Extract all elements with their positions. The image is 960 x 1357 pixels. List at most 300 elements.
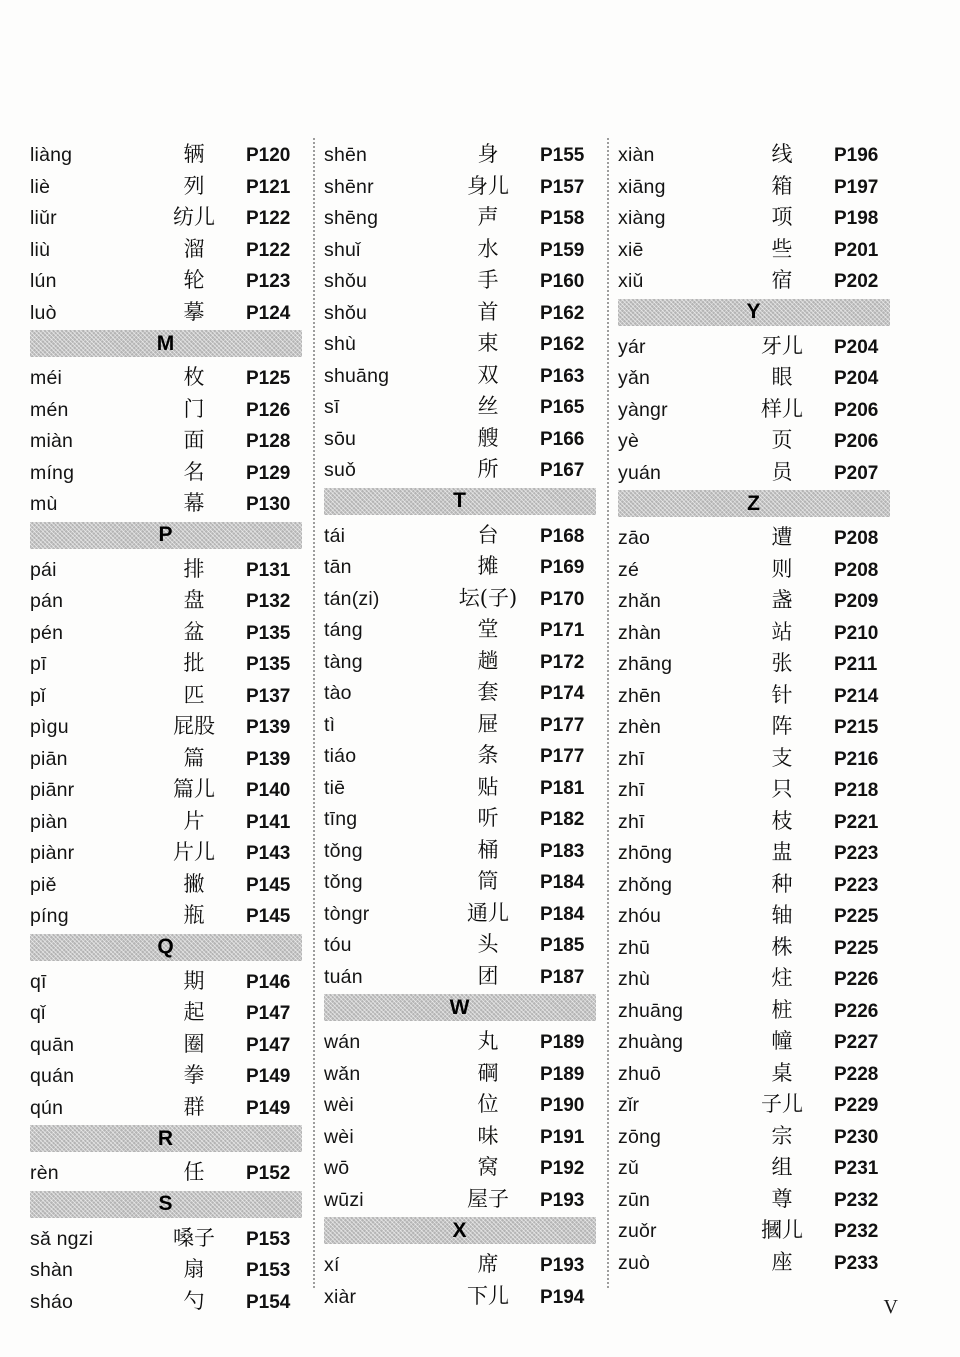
entry-hanzi: 起 — [183, 1000, 205, 1024]
index-entry-row[interactable] — [324, 233, 596, 265]
entry-page-number[interactable]: P197 — [834, 176, 879, 198]
entry-page-number[interactable]: P177 — [540, 714, 585, 736]
index-entry-row[interactable] — [324, 1025, 596, 1057]
index-entry-row[interactable] — [324, 201, 596, 233]
entry-page-number[interactable]: P145 — [246, 906, 291, 927]
entry-page-number[interactable]: P172 — [540, 651, 585, 673]
letter-section-header — [324, 488, 596, 515]
entry-hanzi: 盘 — [183, 588, 205, 612]
index-entry-row[interactable] — [30, 233, 302, 265]
entry-page-number[interactable]: P158 — [540, 208, 585, 229]
entry-hanzi: 宗 — [771, 1123, 793, 1148]
entry-pinyin: píng — [30, 905, 69, 927]
index-entry-row[interactable] — [324, 771, 596, 803]
index-entry-row[interactable] — [30, 361, 302, 393]
entry-page-number[interactable]: P182 — [540, 809, 585, 830]
index-entry-row[interactable] — [618, 201, 890, 233]
entry-pinyin: tiē — [324, 776, 346, 799]
entry-page-number[interactable]: P184 — [540, 872, 585, 893]
index-entry-row[interactable] — [30, 1091, 302, 1123]
index-entry-row[interactable] — [618, 361, 890, 393]
entry-page-number[interactable]: P204 — [834, 336, 879, 358]
entry-page-number[interactable]: P208 — [834, 559, 879, 581]
index-entry-row[interactable] — [30, 836, 302, 868]
entry-hanzi: 轴 — [771, 903, 793, 927]
entry-page-number[interactable]: P147 — [246, 1034, 291, 1056]
entry-page-number[interactable]: P214 — [834, 685, 879, 707]
index-entry-row[interactable] — [618, 994, 890, 1026]
entry-page-number[interactable]: P128 — [246, 431, 291, 452]
entry-page-number[interactable]: P211 — [834, 654, 878, 675]
letter-section-label: X — [452, 1218, 468, 1242]
letter-section-label: Q — [157, 935, 175, 958]
entry-hanzi: 项 — [771, 205, 793, 229]
entry-hanzi: 门 — [183, 396, 205, 421]
entry-page-number[interactable]: P132 — [246, 591, 291, 612]
entry-pinyin: xiàr — [324, 1285, 357, 1308]
index-entry-row[interactable] — [30, 584, 302, 616]
entry-page-number[interactable]: P163 — [540, 365, 585, 387]
entry-page-number[interactable]: P223 — [834, 874, 879, 896]
entry-pinyin: yuán — [618, 461, 662, 484]
index-entry-row[interactable] — [324, 1280, 596, 1312]
entry-pinyin: qī — [30, 970, 47, 993]
entry-page-number[interactable]: P209 — [834, 591, 879, 612]
index-entry-row[interactable] — [618, 521, 890, 553]
entry-page-number[interactable]: P231 — [834, 1158, 879, 1179]
entry-hanzi: 匹 — [183, 682, 205, 707]
letter-section-header — [30, 330, 302, 357]
index-entry-row[interactable] — [30, 456, 302, 488]
entry-pinyin: zǔ — [618, 1157, 639, 1179]
index-entry-row[interactable] — [618, 330, 890, 362]
entry-hanzi: 阵 — [771, 714, 793, 738]
letter-section-header — [30, 1191, 302, 1218]
entry-pinyin: wǎn — [324, 1062, 361, 1085]
entry-page-number[interactable]: P225 — [834, 906, 879, 927]
entry-pinyin: zhī — [618, 779, 645, 801]
index-entry-row[interactable] — [30, 996, 302, 1028]
column-separator — [596, 138, 618, 1298]
entry-hanzi: 株 — [771, 934, 793, 959]
index-entry-row[interactable] — [324, 928, 596, 960]
entry-page-number[interactable]: P192 — [540, 1158, 585, 1179]
index-entry-row[interactable] — [324, 138, 596, 170]
entry-page-number[interactable]: P225 — [834, 937, 879, 959]
index-entry-row[interactable] — [324, 1120, 596, 1152]
entry-page-number[interactable]: P146 — [246, 971, 291, 993]
index-entry-row[interactable] — [30, 138, 302, 170]
index-entry-row[interactable] — [618, 1183, 890, 1215]
entry-page-number[interactable]: P223 — [834, 843, 879, 864]
entry-page-number[interactable]: P228 — [834, 1063, 879, 1085]
entry-hanzi: 座 — [771, 1249, 793, 1274]
index-entry-row[interactable] — [30, 170, 302, 202]
entry-pinyin: zhuāng — [618, 999, 684, 1022]
entry-hanzi: 丸 — [477, 1029, 499, 1053]
index-entry-row[interactable] — [324, 519, 596, 551]
index-entry-row[interactable] — [618, 616, 890, 648]
entry-pinyin: piě — [30, 873, 57, 896]
entry-pinyin: zhī — [618, 810, 645, 833]
entry-hanzi: 员 — [771, 459, 793, 484]
entry-page-number[interactable]: P233 — [834, 1252, 879, 1274]
entry-page-number[interactable]: P122 — [246, 208, 291, 229]
entry-page-number[interactable]: P155 — [540, 145, 585, 166]
entry-pinyin: tǒng — [324, 839, 363, 862]
entry-hanzi: 张 — [771, 651, 793, 675]
index-entry-row[interactable] — [618, 1088, 890, 1120]
entry-hanzi: 身儿 — [467, 173, 509, 198]
entry-page-number[interactable]: P139 — [246, 717, 291, 738]
entry-page-number[interactable]: P153 — [246, 1260, 291, 1281]
index-entry-row[interactable] — [324, 390, 596, 422]
entry-page-number[interactable]: P145 — [246, 874, 291, 896]
entry-hanzi: 贴 — [477, 774, 499, 799]
index-entry-row[interactable] — [324, 645, 596, 677]
entry-page-number[interactable]: P120 — [246, 145, 291, 166]
entry-pinyin: xiàn — [618, 144, 655, 166]
entry-pinyin: tān — [324, 556, 352, 578]
entry-pinyin: zhēn — [618, 684, 662, 707]
index-entry-row[interactable] — [324, 1183, 596, 1215]
entry-hanzi: 趟 — [477, 648, 499, 673]
entry-page-number[interactable]: P201 — [834, 239, 879, 261]
entry-page-number[interactable]: P149 — [246, 1066, 291, 1087]
index-entry-row[interactable] — [618, 742, 890, 774]
entry-pinyin: shù — [324, 333, 357, 355]
entry-hanzi: 头 — [477, 932, 499, 956]
entry-hanzi: 枚 — [183, 365, 205, 389]
index-entry-row[interactable] — [30, 710, 302, 742]
entry-page-number[interactable]: P210 — [834, 622, 879, 644]
entry-hanzi: 屉 — [477, 711, 499, 736]
entry-hanzi: 艘 — [477, 425, 499, 450]
entry-page-number[interactable]: P160 — [540, 271, 585, 292]
index-entry-row[interactable] — [324, 676, 596, 708]
entry-page-number[interactable]: P218 — [834, 780, 879, 801]
entry-page-number[interactable]: P154 — [246, 1291, 291, 1313]
entry-pinyin: zhǎn — [618, 590, 662, 612]
entry-pinyin: shēn — [324, 144, 368, 166]
index-entry-row[interactable] — [618, 1214, 890, 1246]
entry-page-number[interactable]: P196 — [834, 145, 879, 166]
index-entry-row[interactable] — [618, 456, 890, 488]
entry-page-number[interactable]: P121 — [246, 176, 291, 198]
index-entry-row[interactable] — [30, 1156, 302, 1188]
entry-page-number[interactable]: P232 — [834, 1221, 879, 1242]
entry-page-number[interactable]: P135 — [246, 622, 291, 644]
index-entry-row[interactable] — [324, 708, 596, 740]
index-entry-row[interactable] — [30, 487, 302, 519]
entry-pinyin: piàn — [30, 810, 68, 833]
entry-page-number[interactable]: P226 — [834, 969, 879, 990]
entry-page-number[interactable]: P162 — [540, 302, 585, 324]
index-entry-row[interactable] — [324, 582, 596, 614]
index-entry-row[interactable] — [324, 613, 596, 645]
entry-hanzi: 条 — [477, 743, 499, 767]
index-entry-row[interactable] — [30, 742, 302, 774]
entry-page-number[interactable]: P202 — [834, 271, 879, 292]
index-entry-row[interactable] — [30, 553, 302, 585]
index-entry-row[interactable] — [618, 1025, 890, 1057]
entry-pinyin: shǒu — [324, 270, 368, 292]
entry-page-number[interactable]: P189 — [540, 1063, 585, 1085]
entry-pinyin: sǎ ngzi — [30, 1227, 94, 1250]
entry-pinyin: piànr — [30, 842, 75, 864]
entry-pinyin: zé — [618, 558, 639, 581]
index-entry-row[interactable] — [618, 138, 890, 170]
entry-pinyin: wán — [324, 1031, 361, 1053]
index-entry-row[interactable] — [30, 296, 302, 328]
entry-page-number[interactable]: P168 — [540, 525, 585, 547]
entry-page-number[interactable]: P147 — [246, 1003, 291, 1024]
index-entry-row[interactable] — [618, 773, 890, 805]
index-entry-row[interactable] — [618, 584, 890, 616]
entry-page-number[interactable]: P162 — [540, 334, 585, 355]
entry-page-number[interactable]: P191 — [540, 1126, 585, 1148]
index-entry-row[interactable] — [30, 647, 302, 679]
index-entry-row[interactable] — [30, 679, 302, 711]
entry-hanzi: 身 — [477, 142, 499, 166]
entry-pinyin: sōu — [324, 427, 357, 450]
entry-page-number[interactable]: P135 — [246, 654, 291, 675]
entry-page-number[interactable]: P171 — [540, 620, 585, 641]
index-entry-row[interactable] — [324, 422, 596, 454]
index-entry-row[interactable] — [618, 264, 890, 296]
entry-page-number[interactable]: P166 — [540, 428, 585, 450]
index-columns — [30, 138, 930, 1313]
entry-page-number[interactable]: P124 — [246, 302, 291, 324]
entry-page-number[interactable]: P139 — [246, 748, 291, 770]
index-entry-row[interactable] — [324, 1088, 596, 1120]
entry-page-number[interactable]: P153 — [246, 1228, 291, 1250]
entry-hanzi: 摹 — [183, 299, 205, 324]
entry-page-number[interactable]: P189 — [540, 1032, 585, 1053]
entry-page-number[interactable]: P215 — [834, 717, 879, 738]
entry-page-number[interactable]: P208 — [834, 528, 879, 549]
entry-page-number[interactable]: P165 — [540, 397, 585, 418]
entry-page-number[interactable]: P126 — [246, 399, 291, 421]
index-entry-row[interactable] — [618, 962, 890, 994]
index-entry-row[interactable] — [30, 899, 302, 931]
entry-page-number[interactable]: P152 — [246, 1163, 291, 1184]
entry-page-number[interactable]: P193 — [540, 1255, 585, 1276]
entry-page-number[interactable]: P181 — [540, 777, 585, 799]
entry-page-number[interactable]: P131 — [246, 559, 291, 581]
entry-page-number[interactable]: P221 — [834, 811, 879, 833]
entry-page-number[interactable]: P159 — [540, 239, 585, 261]
index-entry-row[interactable] — [618, 1246, 890, 1278]
index-entry-row[interactable] — [618, 424, 890, 456]
entry-page-number[interactable]: P230 — [834, 1126, 879, 1148]
index-entry-row[interactable] — [324, 327, 596, 359]
index-entry-row[interactable] — [618, 233, 890, 265]
entry-hanzi: 枝 — [771, 808, 793, 833]
entry-pinyin: zhǒng — [618, 873, 673, 896]
entry-page-number[interactable]: P183 — [540, 840, 585, 862]
entry-page-number[interactable]: P140 — [246, 780, 291, 801]
index-entry-row[interactable] — [618, 1151, 890, 1183]
index-entry-row[interactable] — [30, 264, 302, 296]
entry-pinyin: zhāng — [618, 653, 673, 675]
entry-hanzi: 片 — [183, 808, 205, 833]
entry-pinyin: zhuàng — [618, 1031, 684, 1053]
entry-hanzi: 宿 — [771, 268, 793, 292]
index-entry-row[interactable] — [30, 1285, 302, 1317]
index-entry-row[interactable] — [618, 931, 890, 963]
entry-page-number[interactable]: P141 — [246, 811, 291, 833]
entry-pinyin: zhù — [618, 968, 651, 990]
entry-page-number[interactable]: P157 — [540, 176, 585, 198]
index-entry-row[interactable] — [30, 616, 302, 648]
entry-page-number[interactable]: P193 — [540, 1189, 585, 1211]
index-entry-row[interactable] — [618, 836, 890, 868]
entry-pinyin: pái — [30, 558, 57, 581]
entry-page-number[interactable]: P177 — [540, 746, 585, 767]
entry-pinyin: míng — [30, 461, 75, 484]
entry-pinyin: xiāng — [618, 175, 666, 198]
entry-pinyin: pǐ — [30, 684, 46, 707]
entry-page-number[interactable]: P122 — [246, 239, 291, 261]
entry-page-number[interactable]: P125 — [246, 368, 291, 389]
entry-hanzi: 下儿 — [467, 1283, 509, 1308]
entry-page-number[interactable]: P170 — [540, 588, 585, 610]
entry-pinyin: yè — [618, 430, 639, 452]
index-entry-row[interactable] — [618, 805, 890, 837]
entry-hanzi: 些 — [771, 236, 793, 261]
letter-section-label: S — [158, 1192, 174, 1215]
entry-page-number[interactable]: P229 — [834, 1095, 879, 1116]
entry-pinyin: táng — [324, 619, 363, 641]
entry-hanzi: 盏 — [771, 588, 793, 612]
index-entry-row[interactable] — [618, 868, 890, 900]
index-entry-row[interactable] — [30, 1028, 302, 1060]
entry-page-number[interactable]: P123 — [246, 271, 291, 292]
entry-page-number[interactable]: P232 — [834, 1189, 879, 1211]
letter-section-label: Y — [746, 300, 762, 323]
entry-hanzi: 支 — [771, 745, 793, 770]
entry-hanzi: 线 — [771, 142, 793, 166]
entry-page-number[interactable]: P206 — [834, 431, 879, 452]
entry-page-number[interactable]: P206 — [834, 399, 879, 421]
index-entry-row[interactable] — [324, 1248, 596, 1280]
entry-pinyin: zhōng — [618, 842, 673, 864]
letter-section-header — [30, 934, 302, 961]
entry-page-number[interactable]: P204 — [834, 368, 879, 389]
index-entry-row[interactable] — [324, 739, 596, 771]
index-entry-row[interactable] — [30, 1222, 302, 1254]
entry-pinyin: quān — [30, 1033, 75, 1056]
entry-page-number[interactable]: P185 — [540, 935, 585, 956]
entry-page-number[interactable]: P129 — [246, 462, 291, 484]
index-entry-row[interactable] — [618, 679, 890, 711]
index-entry-row[interactable] — [324, 170, 596, 202]
entry-page-number[interactable]: P149 — [246, 1097, 291, 1119]
entry-page-number[interactable]: P169 — [540, 557, 585, 578]
index-entry-row[interactable] — [324, 1057, 596, 1089]
entry-hanzi: 摊 — [477, 554, 499, 578]
index-entry-row[interactable] — [324, 453, 596, 485]
index-entry-row[interactable] — [324, 802, 596, 834]
letter-section-label: R — [157, 1126, 175, 1150]
index-entry-row[interactable] — [324, 550, 596, 582]
entry-pinyin: tuán — [324, 965, 363, 988]
index-entry-row[interactable] — [618, 553, 890, 585]
index-entry-row[interactable] — [30, 868, 302, 900]
entry-page-number[interactable]: P194 — [540, 1286, 585, 1308]
entry-pinyin: zhèn — [618, 716, 662, 738]
index-entry-row[interactable] — [618, 1120, 890, 1152]
index-entry-row[interactable] — [618, 393, 890, 425]
entry-hanzi: 任 — [183, 1160, 205, 1184]
index-entry-row[interactable] — [324, 865, 596, 897]
index-entry-row[interactable] — [324, 296, 596, 328]
index-entry-row[interactable] — [30, 1059, 302, 1091]
index-entry-row[interactable] — [324, 264, 596, 296]
entry-page-number[interactable]: P227 — [834, 1032, 879, 1053]
index-entry-row[interactable] — [618, 1057, 890, 1089]
index-entry-row[interactable] — [618, 170, 890, 202]
index-entry-row[interactable] — [324, 960, 596, 992]
index-entry-row[interactable] — [618, 899, 890, 931]
entry-page-number[interactable]: P143 — [246, 843, 291, 864]
index-entry-row[interactable] — [30, 965, 302, 997]
index-entry-row[interactable] — [30, 805, 302, 837]
letter-section-header — [30, 522, 302, 549]
entry-hanzi: 套 — [477, 680, 499, 704]
entry-page-number[interactable]: P167 — [540, 460, 585, 481]
entry-pinyin: tiáo — [324, 745, 357, 767]
entry-pinyin: rèn — [30, 1162, 59, 1184]
index-entry-row[interactable] — [618, 647, 890, 679]
column-3 — [618, 138, 890, 1277]
entry-pinyin: liè — [30, 175, 51, 198]
entry-page-number[interactable]: P130 — [246, 494, 291, 515]
entry-pinyin: wūzi — [324, 1188, 364, 1211]
entry-pinyin: shēnr — [324, 175, 374, 198]
entry-hanzi: 所 — [477, 457, 499, 481]
entry-hanzi: 听 — [477, 806, 499, 830]
entry-pinyin: tòngr — [324, 902, 370, 925]
entry-pinyin: wèi — [324, 1094, 354, 1116]
letter-section-label: P — [158, 523, 174, 546]
index-entry-row[interactable] — [324, 1151, 596, 1183]
index-entry-row[interactable] — [618, 710, 890, 742]
entry-hanzi: 盆 — [183, 619, 205, 644]
index-entry-row[interactable] — [30, 1253, 302, 1285]
entry-page-number[interactable]: P174 — [540, 683, 585, 704]
entry-page-number[interactable]: P198 — [834, 208, 879, 229]
index-entry-row[interactable] — [324, 897, 596, 929]
entry-hanzi: 首 — [477, 299, 499, 324]
index-entry-row[interactable] — [30, 393, 302, 425]
entry-hanzi: 箱 — [771, 173, 793, 198]
entry-page-number[interactable]: P137 — [246, 685, 291, 707]
index-entry-row[interactable] — [324, 834, 596, 866]
entry-page-number[interactable]: P216 — [834, 748, 879, 770]
entry-page-number[interactable]: P207 — [834, 462, 879, 484]
entry-page-number[interactable]: P226 — [834, 1000, 879, 1022]
index-entry-row[interactable] — [324, 359, 596, 391]
entry-page-number[interactable]: P190 — [540, 1095, 585, 1116]
entry-page-number[interactable]: P187 — [540, 966, 585, 988]
index-entry-row[interactable] — [30, 201, 302, 233]
index-entry-row[interactable] — [30, 773, 302, 805]
entry-page-number[interactable]: P184 — [540, 903, 585, 925]
index-entry-row[interactable] — [30, 424, 302, 456]
letter-section-label: Z — [747, 491, 761, 515]
